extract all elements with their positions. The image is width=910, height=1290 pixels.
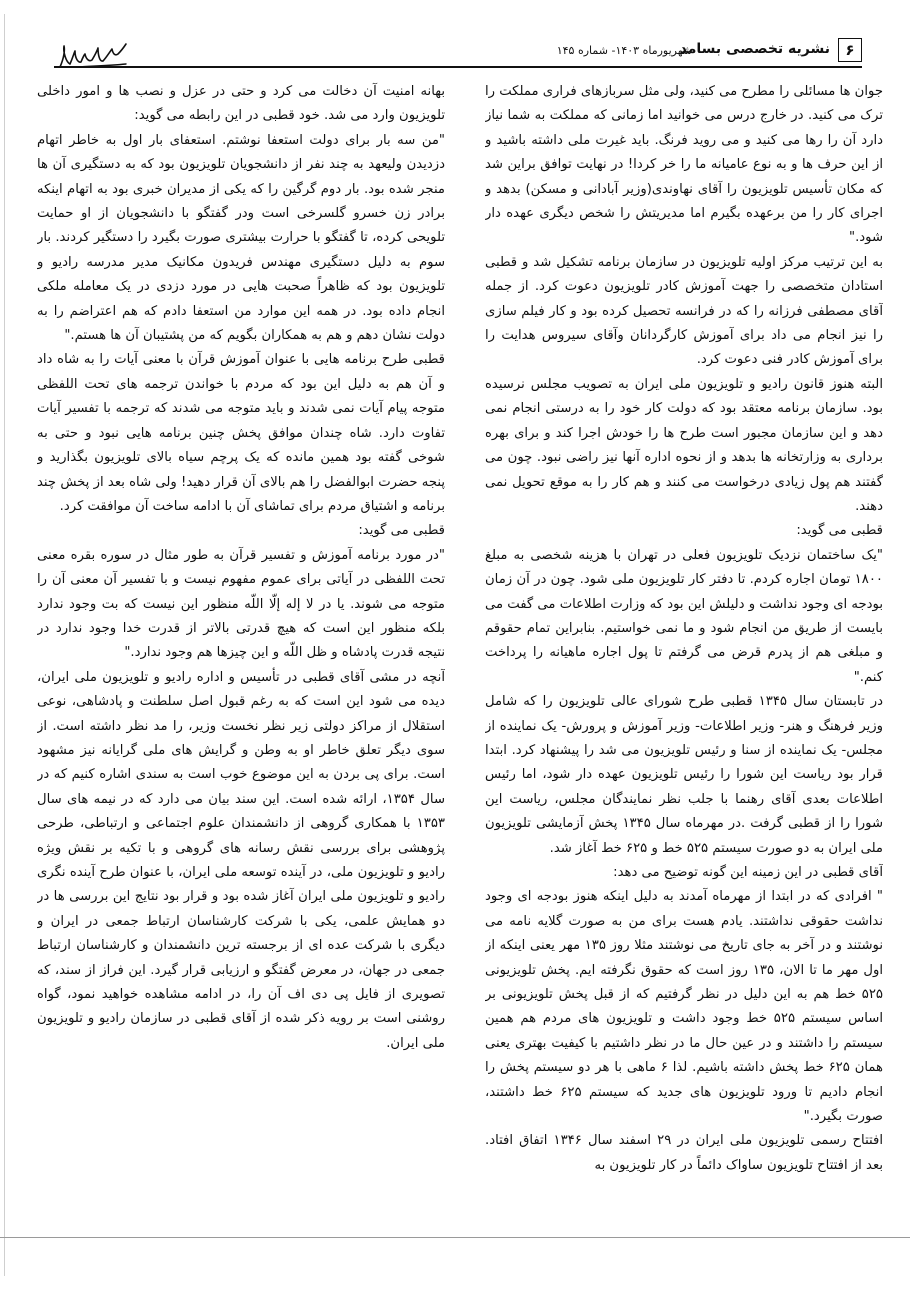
header-rule <box>54 66 862 68</box>
paragraph: "در مورد برنامه آموزش و تفسیر قرآن به طور مثال در سوره بقره معنی تحت اللفظی در آیاتی برای عموم مفهوم نیست و با تفسیر آن معنی آن را متوجه می شوند. یا در لا إله إلّا اللّه منظور این نیست که بت وجود ندارد بلکه منظور این است که هیچ قدرتی بالاتر از قدرت خدا وجود ندارد در نتیجه قدرت پادشاه و ظل اللّه و این چیزها هم وجود ندارد." <box>37 547 445 661</box>
paragraph: قطبی طرح برنامه هایی با عنوان آموزش قرآن با معنی آیات را به شاه داد و آن هم به دلیل این بود که مردم با خواندن ترجمه های تحت اللفظی متوجه پیام آیات نمی شدند و باید متوجه می شدند که ترجمه با تفسیر آیات تفاوت دارد. شاه چندان موافق پخش چنین برنامه هایی نبود و حتی به شوخی گفته بود همین مانده که یک پرچم سیاه بالای تلویزیون بگذارید و پنجه حضرت ابوالفضل را هم بالای آن قرار دهید! ولی شاه بعد از پخش چند برنامه و اشتیاق مردم برای تماشای آن با ادامه ساخت آن موافقت کرد. <box>37 352 445 514</box>
issue-info: شهریورماه ۱۴۰۳- شماره ۱۴۵ <box>556 44 692 57</box>
paragraph: در تابستان سال ۱۳۴۵ قطبی طرح شورای عالی تلویزیون را که شامل وزیر فرهنگ و هنر- وزیر اطلاعات- وزیر آموزش و پرورش- یک نماینده از مجلس- یک نماینده از سنا و رئیس تلویزیون می شد را پیشنهاد کرد. ابتدا قرار بود ریاست این شورا را رئیس تلویزیون عهده دار شود، اما رئیس اطلاعات بعدی آقای رهنما با جلب نظر نمایندگان مجلس، ریاست این شورا را از قطبی گرفت .در مهرماه سال ۱۳۴۵ پخش آزمایشی تلویزیون ملی ایران به دو صورت سیستم ۵۲۵ خط و ۶۲۵ خط آغاز شد. <box>485 694 883 856</box>
paragraph: آنچه در مشی آقای قطبی در تأسیس و اداره رادیو و تلویزیون ملی ایران، دیده می شود این است که به رغم قبول اصل سلطنت و پادشاهی، نوعی استقلال از مراکز دولتی زیر نظر نخست وزیر، را مد نظر داشته است. از سوی دیگر تعلق خاطر او به وطن و گرایش های ملی گرایانه نیز مشهود است. برای پی بردن به این موضوع خوب است به سندی اشاره کنیم که در سال ۱۳۵۴، ارائه شده است. این سند بیان می دارد که در نیمه های سال ۱۳۵۳ با همکاری گروهی از دانشمندان علوم اجتماعی و ارتباطی، طرحی پژوهشی برای بررسی نقش رسانه های گروهی و با تکیه بر نقش ویژه رادیو و تلویزیون ملی، در آینده توسعه ملی ایران، با عنوان طرح آینده نگری رادیو و تلویزیون ملی ایران آغاز شده بود و قرار بود نتایج این بررسی ها در دو همایش علمی، یکی با شرکت کارشناسان ارتباط جمعی در ایران و دیگری با شرکت عده ای از برجسته ترین دانشمندان و کارشناسان ارتباط جمعی در جهان، در معرض گفتگو و ارزیابی قرار گیرد. این فراز از سند، که تصویری از فایل پی دی اف آن را، در ادامه مشاهده خواهید نمود، گواه روشنی است بر رویه ذکر شده از آقای قطبی در سازمان رادیو و تلویزیون ملی ایران. <box>37 669 445 1051</box>
footer-rule <box>0 1237 910 1238</box>
paragraph: جوان ها مسائلی را مطرح می کنید، ولی مثل سربازهای فراری مملکت را ترک می کنید. در خارج درس می خوانید اما زمانی که مملکت به شما نیاز دارد آن را رها می کنید و می روید فرنگ. باید غیرت ملی داشته باشید و از این حرف ها و به نوع عامیانه ما را خر کردا! در نهایت توافق براین شد که مکان تأسیس تلویزیون را آقای نهاوندی(وزیر آبادانی و مسکن) بدهد و اجرای کار را من برعهده بگیرم اما مدیریتش را شخص دیگری عهده دار شود." <box>485 84 883 246</box>
magazine-title: نشریه تخصصی بسامد <box>679 41 830 57</box>
paragraph: بهانه امنیت آن دخالت می کرد و حتی در عزل و نصب ها و امور داخلی تلویزیون وارد می شد. خود قطبی در این رابطه می گوید: <box>37 84 445 124</box>
paragraph: آقای قطبی در این زمینه این گونه توضیح می دهد: <box>613 865 883 880</box>
paragraph: قطبی می گوید: <box>358 523 445 539</box>
paragraph: به این ترتیب مرکز اولیه تلویزیون در سازمان برنامه تشکیل شد و قطبی استادان متخصصی را جهت آموزش کادر تلویزیون دعوت کرد. از جمله آقای مصطفی فرزانه را که در فرانسه تحصیل کرده بود و کار فیلم سازی را نیز انجام می داد برای آموزش کارگردانان وآقای سیروس هدایت را برای آموزش کادر فنی دعوت کرد. <box>485 254 883 368</box>
page-number: ۶ <box>838 38 862 62</box>
paragraph: "من سه بار برای دولت استعفا نوشتم. استعفای بار اول به خاطر اتهام دزدیدن ولیعهد به چند نفر از دانشجویان تلویزیون بود که به دستگیری آن ها منجر شده بود. بار دوم گرگین را که یکی از مدیران خبری بود به اتهام اینکه برادر زن خسرو گلسرخی است ودر گفتگو با دانشجویان از او حمایت تلویحی کرده، تا گفتگو با حرارت بیشتری صورت بگیرد را دستگیر کردند. بار سوم به دلیل دستگیری مهندس فریدون مکانیک مدیر مدرسه رادیو و تلویزیون بود که ظاهراً صحبت هایی در مورد دزدی در یک معامله ملکی انجام داده بود. در همه این موارد من استعفا دادم که هم اعتراضم را به دولت نشان دهم و هم به همکاران بگویم که من پشتیبان آن ها هستم." <box>37 132 445 344</box>
article-column-right <box>485 80 883 1250</box>
paragraph: " افرادی که در ابتدا از مهرماه آمدند به دلیل اینکه هنوز بودجه ای وجود نداشت حقوقی نداشتند. یادم هست برای من به صورت گلایه نامه می نوشتند و در آخر به جای تاریخ می نوشتند مثلا روز ۱۳۵ مهر یعنی اینکه از اول مهر ما تا الان، ۱۳۵ روز است که حقوق نگرفته ایم. پخش تلویزیونی ۵۲۵ خط هم به این دلیل در نظر گرفتیم که از قبل پخش تلویزیونی بر اساس سیستم ۵۲۵ خط وجود داشت و تلویزیون های مردم هم همین سیستم را داشتند و در عین حال ما در نظر داشتیم با کیفیت بهتری یعنی همان ۶۲۵ خط پخش داشته باشیم. لذا ۶ ماهی با هر دو سیستم پخش را انجام دادیم تا ورود تلویزیون های جدید که سیستم ۶۲۵ خط داشتند، صورت بگیرد." <box>485 889 883 1125</box>
page-header <box>20 36 862 72</box>
article-column-left <box>37 80 445 1250</box>
paragraph: البته هنوز قانون رادیو و تلویزیون ملی ایران به تصویب مجلس نرسیده بود. سازمان برنامه معتقد بود که دولت کار خود را به درستی انجام نمی دهد و این سازمان مجبور است طرح ها را خودش اجرا کند و برای بهره برداری به وزارتخانه ها بدهد و از نحوه اداره آنها نیز راضی نبود. چون می گفتند هم پول زیادی درخواست می کنند و هم کار را به موقع تحویل نمی دهند. <box>485 376 883 514</box>
bsamd-signature-logo <box>20 36 130 80</box>
paragraph: افتتاح رسمی تلویزیون ملی ایران در ۲۹ اسفند سال ۱۳۴۶ اتفاق افتاد. بعد از افتتاح تلویزیون ساواک دائماً در کار تلویزیون به <box>485 1133 883 1173</box>
paragraph: قطبی می گوید: <box>796 523 883 539</box>
paragraph: "یک ساختمان نزدیک تلویزیون فعلی در تهران با هزینه شخصی به مبلغ ۱۸۰۰ تومان اجاره کردم. تا دفتر کار تلویزیون ملی شود. چون در آن زمان بودجه ای وجود نداشت و دلیلش این بود که وزارت اطلاعات می گفت می بایست از طریق من انجام شود و ما نمی خواستیم. بنابراین تمام حقوقم و مبلغی هم از پدرم قرض می گرفتم تا پول اجاره ماهیانه را پرداخت کنم." <box>485 547 883 685</box>
page-edge-rule <box>4 14 5 1276</box>
